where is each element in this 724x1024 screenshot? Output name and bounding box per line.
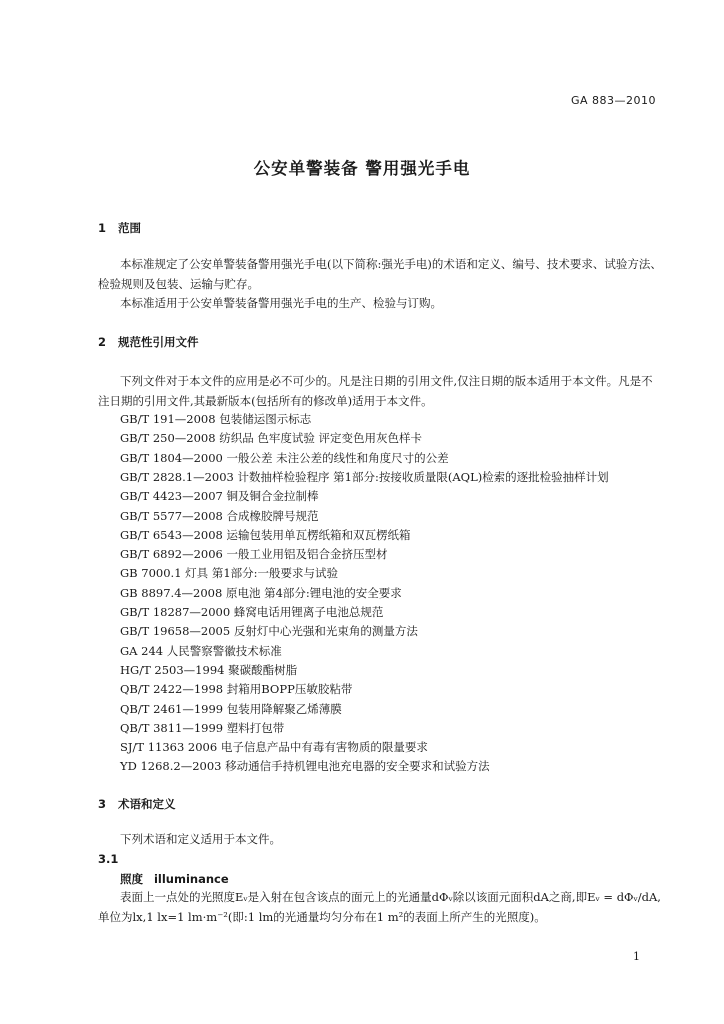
reference-item: GB/T 250—2008 纺织品 色牢度试验 评定变色用灰色样卡 (120, 431, 423, 446)
term-chinese: 照度 (120, 872, 143, 886)
reference-item: GB/T 6892—2006 一般工业用铝及铝合金挤压型材 (120, 547, 388, 562)
reference-item: GB 7000.1 灯具 第1部分:一般要求与试验 (120, 566, 339, 581)
standard-code: GA 883—2010 (570, 94, 656, 107)
term-english: illuminance (153, 872, 229, 886)
section-3-heading (98, 796, 176, 812)
term-number: 3.1 (98, 852, 119, 866)
section-title: 规范性引用文件 (118, 335, 199, 349)
section-title: 范围 (118, 221, 141, 235)
section-1-paragraph-2: 本标准适用于公安单警装备警用强光手电的生产、检验与订购。 (120, 296, 442, 310)
reference-item: HG/T 2503—1994 聚碳酸酯树脂 (120, 662, 298, 677)
reference-item: GB/T 191—2008 包装储运图示标志 (120, 412, 312, 426)
reference-item: GB/T 18287—2000 蜂窝电话用锂离子电池总规范 (120, 605, 384, 619)
section-number: 3 (98, 797, 107, 811)
section-1-heading (98, 220, 141, 236)
reference-item: QB/T 3811—1999 塑料打包带 (120, 720, 285, 735)
reference-item: GB/T 1804—2000 一般公差 未注公差的线性和角度尺寸的公差 (120, 450, 449, 465)
reference-item: YD 1268.2—2003 移动通信手持机锂电池充电器的安全要求和试验方法 (120, 759, 490, 774)
page-number: 1 (633, 950, 640, 963)
section-2-heading (98, 334, 199, 350)
reference-item: QB/T 2422—1998 封箱用BOPP压敏胶粘带 (120, 682, 353, 697)
section-title: 术语和定义 (118, 797, 176, 811)
section-3-intro: 下列术语和定义适用于本文件。 (120, 832, 281, 846)
reference-item: GB/T 4423—2007 铜及铜合金拉制棒 (120, 489, 319, 504)
section-number: 2 (98, 335, 107, 349)
reference-item: GB/T 5577—2008 合成橡胶牌号规范 (120, 508, 319, 523)
document-title: 公安单警装备 警用强光手电 (253, 159, 471, 178)
reference-item: QB/T 2461—1999 包装用降解聚乙烯薄膜 (120, 701, 342, 716)
reference-item: GA 244 人民警察警徽技术标准 (120, 643, 282, 658)
reference-item: GB/T 19658—2005 反射灯中心光强和光束角的测量方法 (120, 624, 418, 639)
reference-item: GB 8897.4—2008 原电池 第4部分:锂电池的安全要求 (120, 585, 402, 600)
term-entry (120, 871, 229, 887)
section-1-paragraph-1: 本标准规定了公安单警装备警用强光手电(以下简称:强光手电)的术语和定义、编号、技术要求、试验方法、检验规则及包装、运输与贮存。 (98, 257, 662, 291)
section-number: 1 (98, 221, 107, 235)
reference-item: GB/T 2828.1—2003 计数抽样检验程序 第1部分:按接收质量限(AQL)检索的逐批检验抽样计划 (120, 469, 609, 484)
reference-item: SJ/T 11363 2006 电子信息产品中有毒有害物质的限量要求 (120, 740, 428, 755)
section-2-intro: 下列文件对于本文件的应用是必不可少的。凡是注日期的引用文件,仅注日期的版本适用于本文件。凡是不注日期的引用文件,其最新版本(包括所有的修改单)适用于本文件。 (98, 374, 653, 408)
term-definition: 表面上一点处的光照度Eᵥ是入射在包含该点的面元上的光通量dΦᵥ除以该面元面积dA之商,即Eᵥ = dΦᵥ/dA,单位为lx,1 lx=1 lm·m⁻²(即:1 lm的光通量均匀分布在1 m²的表面上所产生的光照度)。 (98, 890, 661, 924)
reference-item: GB/T 6543—2008 运输包装用单瓦楞纸箱和双瓦楞纸箱 (120, 527, 411, 542)
